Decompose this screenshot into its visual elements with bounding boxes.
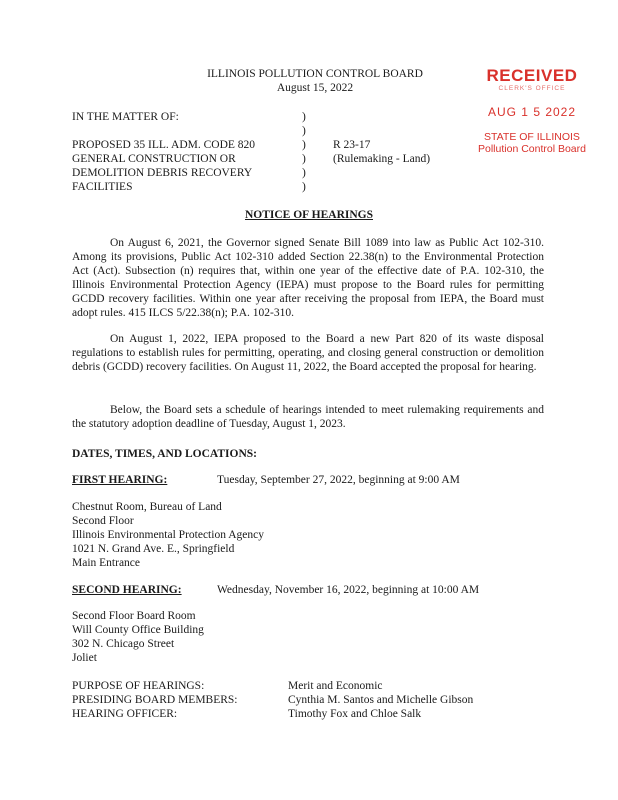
- case-type: (Rulemaking - Land): [333, 153, 431, 165]
- paragraph-1: On August 6, 2021, the Governor signed Senate Bill 1089 into law as Public Act 102-310. Among its provisions, Public Act 102-310 added Section 22.38(n) to the Environmental Protection Act (Act). Subsection (n) requires that, within one year of the effective date of P.A. 102-310, the Illinois Environmental Protection Agency (IEPA) must propose to the Board rules for permitting GCDD recovery facilities. Within one year after receiving the proposal from IEPA, the Board must adopt rules. 415 ILCS 5/22.38(n); P.A. 102-310.: [72, 237, 544, 319]
- location-line: 1021 N. Grand Ave. E., Springfield: [72, 543, 235, 555]
- location-line: Illinois Environmental Protection Agency: [72, 529, 264, 541]
- stamp-date: AUG 1 5 2022: [487, 105, 577, 119]
- first-hearing-location: [72, 500, 264, 570]
- second-hearing-when: Wednesday, November 16, 2022, beginning at 10:00 AM: [217, 584, 480, 596]
- location-line: 302 N. Chicago Street: [72, 638, 175, 650]
- caption-line: GENERAL CONSTRUCTION OR: [72, 153, 236, 165]
- detail-value: Merit and Economic: [288, 680, 383, 692]
- details-labels: [72, 679, 238, 721]
- paragraph-2: On August 1, 2022, IEPA proposed to the Board a new Part 820 of its waste disposal regulations to establish rules for permitting, operating, and closing general construction or demolition debris (GCDD) recovery facilities. On August 11, 2022, the Board accepted the proposal for hearing.: [72, 333, 544, 373]
- location-line: Second Floor Board Room: [72, 610, 196, 622]
- agency-name: ILLINOIS POLLUTION CONTROL BOARD: [207, 68, 423, 80]
- paragraph-3: Below, the Board sets a schedule of hearings intended to meet rulemaking requirements and the statutory adoption deadline of Tuesday, August 1, 2023.: [72, 404, 544, 430]
- detail-value: Timothy Fox and Chloe Salk: [288, 708, 422, 720]
- detail-label: HEARING OFFICER:: [72, 708, 178, 720]
- paren: ): [302, 181, 306, 193]
- first-hearing-label: FIRST HEARING:: [72, 474, 168, 486]
- paren: ): [302, 125, 306, 137]
- details-values: [288, 679, 473, 721]
- second-hearing-location: [72, 609, 204, 665]
- location-line: Second Floor: [72, 515, 134, 527]
- detail-label: PRESIDING BOARD MEMBERS:: [72, 694, 238, 706]
- document-date: August 15, 2022: [276, 82, 354, 94]
- caption-matter: IN THE MATTER OF:: [72, 111, 179, 123]
- caption-line: DEMOLITION DEBRIS RECOVERY: [72, 167, 253, 179]
- caption-line: FACILITIES: [72, 181, 133, 193]
- caption-parens: [302, 110, 312, 194]
- paren: ): [302, 139, 306, 151]
- paren: ): [302, 167, 306, 179]
- stamp-state: STATE OF ILLINOIS: [484, 131, 580, 143]
- location-line: Main Entrance: [72, 557, 141, 569]
- location-line: Joliet: [72, 652, 97, 664]
- caption-title: [72, 138, 312, 194]
- caption-line: PROPOSED 35 ILL. ADM. CODE 820: [72, 139, 256, 151]
- paren: ): [302, 153, 306, 165]
- second-hearing-label: SECOND HEARING:: [72, 584, 182, 596]
- first-hearing-when: Tuesday, September 27, 2022, beginning at 9:00 AM: [217, 474, 460, 486]
- document-header: [150, 67, 480, 95]
- section-heading: DATES, TIMES, AND LOCATIONS:: [72, 448, 257, 460]
- detail-label: PURPOSE OF HEARINGS:: [72, 680, 205, 692]
- notice-title: NOTICE OF HEARINGS: [244, 209, 373, 221]
- paren: ): [302, 111, 306, 123]
- stamp-subtitle: CLERK'S OFFICE: [498, 85, 566, 92]
- location-line: Will County Office Building: [72, 624, 204, 636]
- received-stamp: [462, 67, 602, 155]
- case-number: R 23-17: [333, 139, 371, 151]
- stamp-board: Pollution Control Board: [478, 143, 586, 155]
- detail-value: Cynthia M. Santos and Michelle Gibson: [288, 694, 474, 706]
- stamp-title: RECEIVED: [486, 66, 578, 85]
- location-line: Chestnut Room, Bureau of Land: [72, 501, 222, 513]
